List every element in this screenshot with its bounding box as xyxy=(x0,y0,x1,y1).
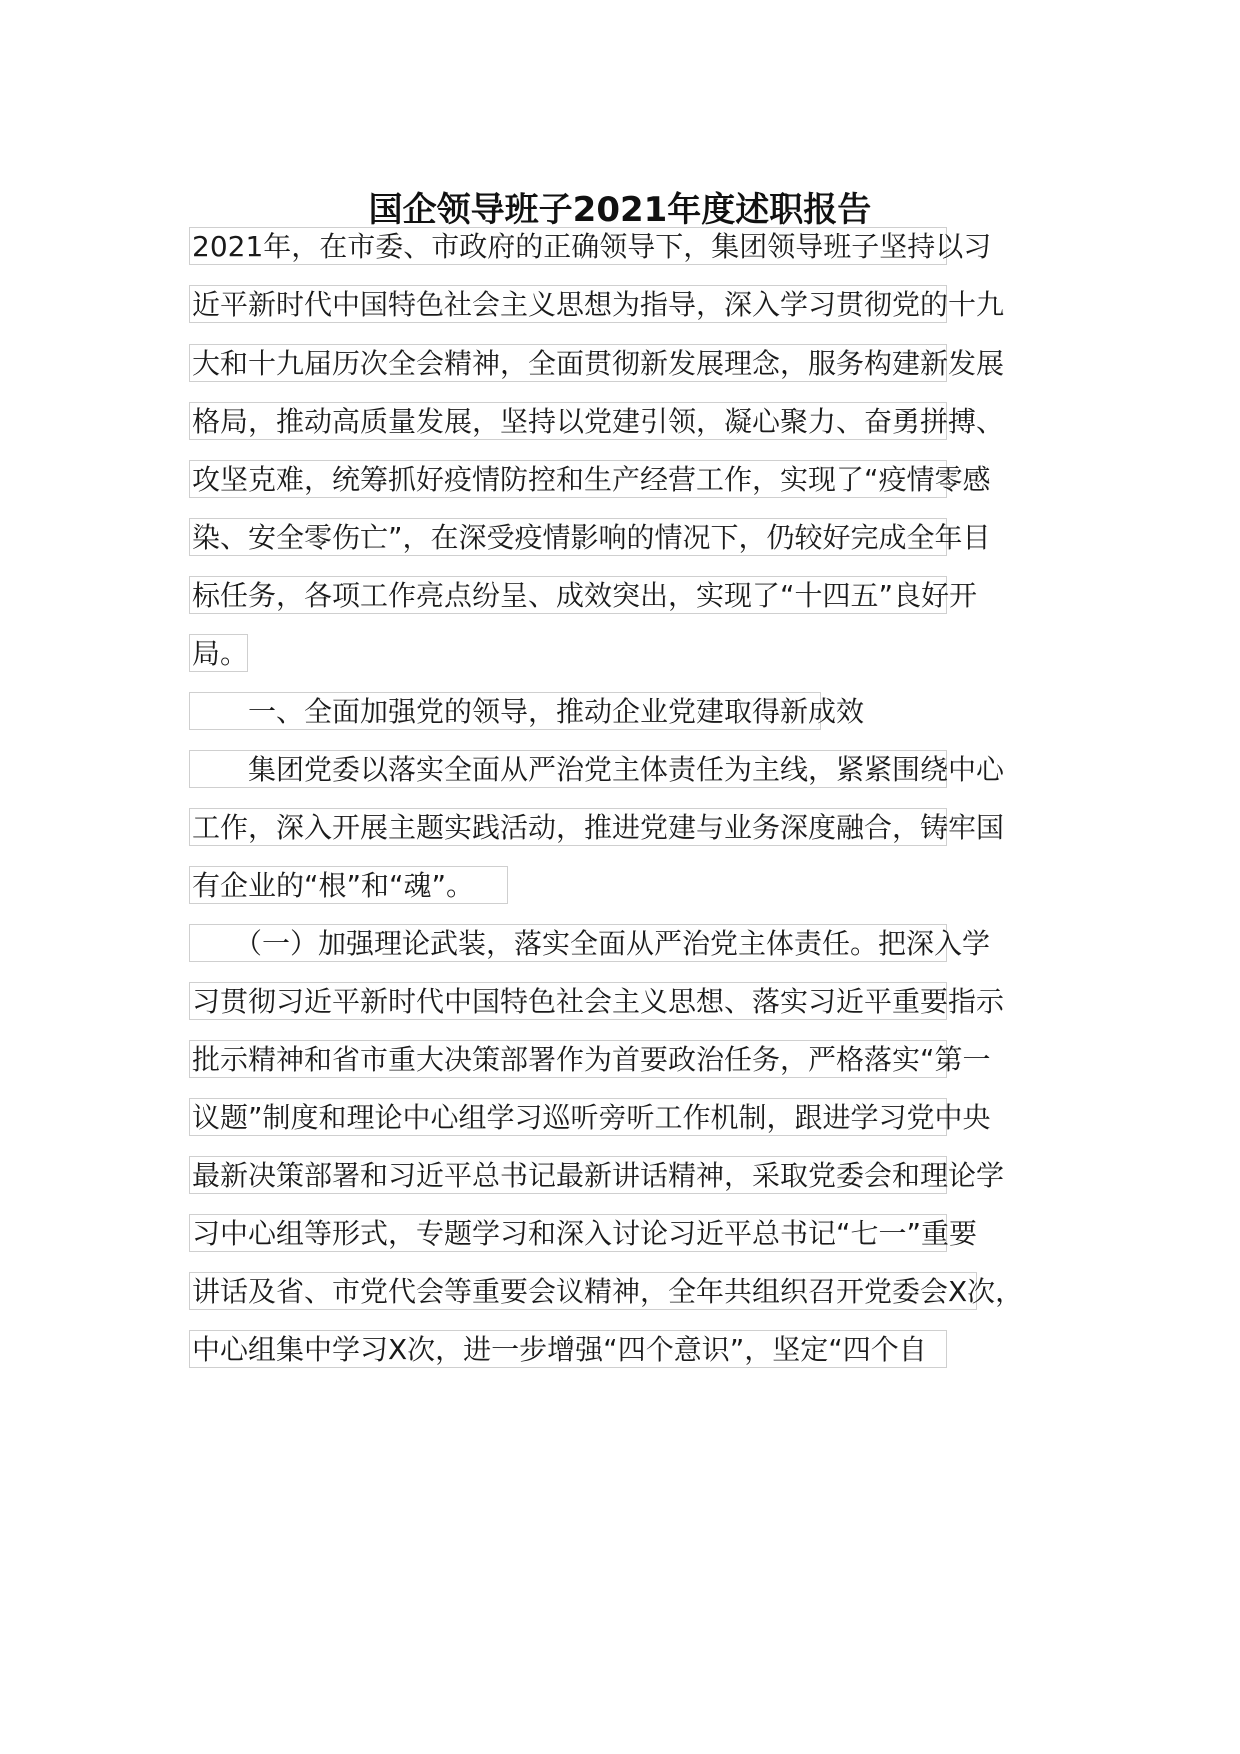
text-line: 集团党委以落实全面从严治党主体责任为主线，紧紧围绕中心 xyxy=(189,750,947,788)
text-line: 近平新时代中国特色社会主义思想为指导，深入学习贯彻党的十九 xyxy=(189,285,947,323)
text-line: 格局，推动高质量发展，坚持以党建引领，凝心聚力、奋勇拼搏、 xyxy=(189,402,947,440)
text-line: 讲话及省、市党代会等重要会议精神，全年共组织召开党委会X次， xyxy=(189,1272,977,1310)
text-line: 习中心组等形式，专题学习和深入讨论习近平总书记“七一”重要 xyxy=(189,1214,947,1252)
text-line: 有企业的“根”和“魂”。 xyxy=(189,866,508,904)
text-line: 习贯彻习近平新时代中国特色社会主义思想、落实习近平重要指示 xyxy=(189,982,947,1020)
text-line: 局。 xyxy=(189,634,248,672)
text-line: 议题”制度和理论中心组学习巡听旁听工作机制，跟进学习党中央 xyxy=(189,1098,947,1136)
text-line: 大和十九届历次全会精神，全面贯彻新发展理念，服务构建新发展 xyxy=(189,344,947,382)
section-heading: 一、全面加强党的领导，推动企业党建取得新成效 xyxy=(189,692,821,730)
text-line: 2021年，在市委、市政府的正确领导下，集团领导班子坚持以习 xyxy=(189,227,947,265)
text-line: 工作，深入开展主题实践活动，推进党建与业务深度融合，铸牢国 xyxy=(189,808,947,846)
text-line: 中心组集中学习X次，进一步增强“四个意识”，坚定“四个自 xyxy=(189,1330,947,1368)
text-line: 标任务，各项工作亮点纷呈、成效突出，实现了“十四五”良好开 xyxy=(189,576,947,614)
text-line: （一）加强理论武装，落实全面从严治党主体责任。把深入学 xyxy=(189,924,947,962)
text-line: 攻坚克难，统筹抓好疫情防控和生产经营工作，实现了“疫情零感 xyxy=(189,460,947,498)
text-line: 最新决策部署和习近平总书记最新讲话精神，采取党委会和理论学 xyxy=(189,1156,947,1194)
text-line: 批示精神和省市重大决策部署作为首要政治任务，严格落实“第一 xyxy=(189,1040,947,1078)
text-line: 染、安全零伤亡”，在深受疫情影响的情况下，仍较好完成全年目 xyxy=(189,518,947,556)
document-title: 国企领导班子2021年度述职报告 xyxy=(368,190,872,230)
